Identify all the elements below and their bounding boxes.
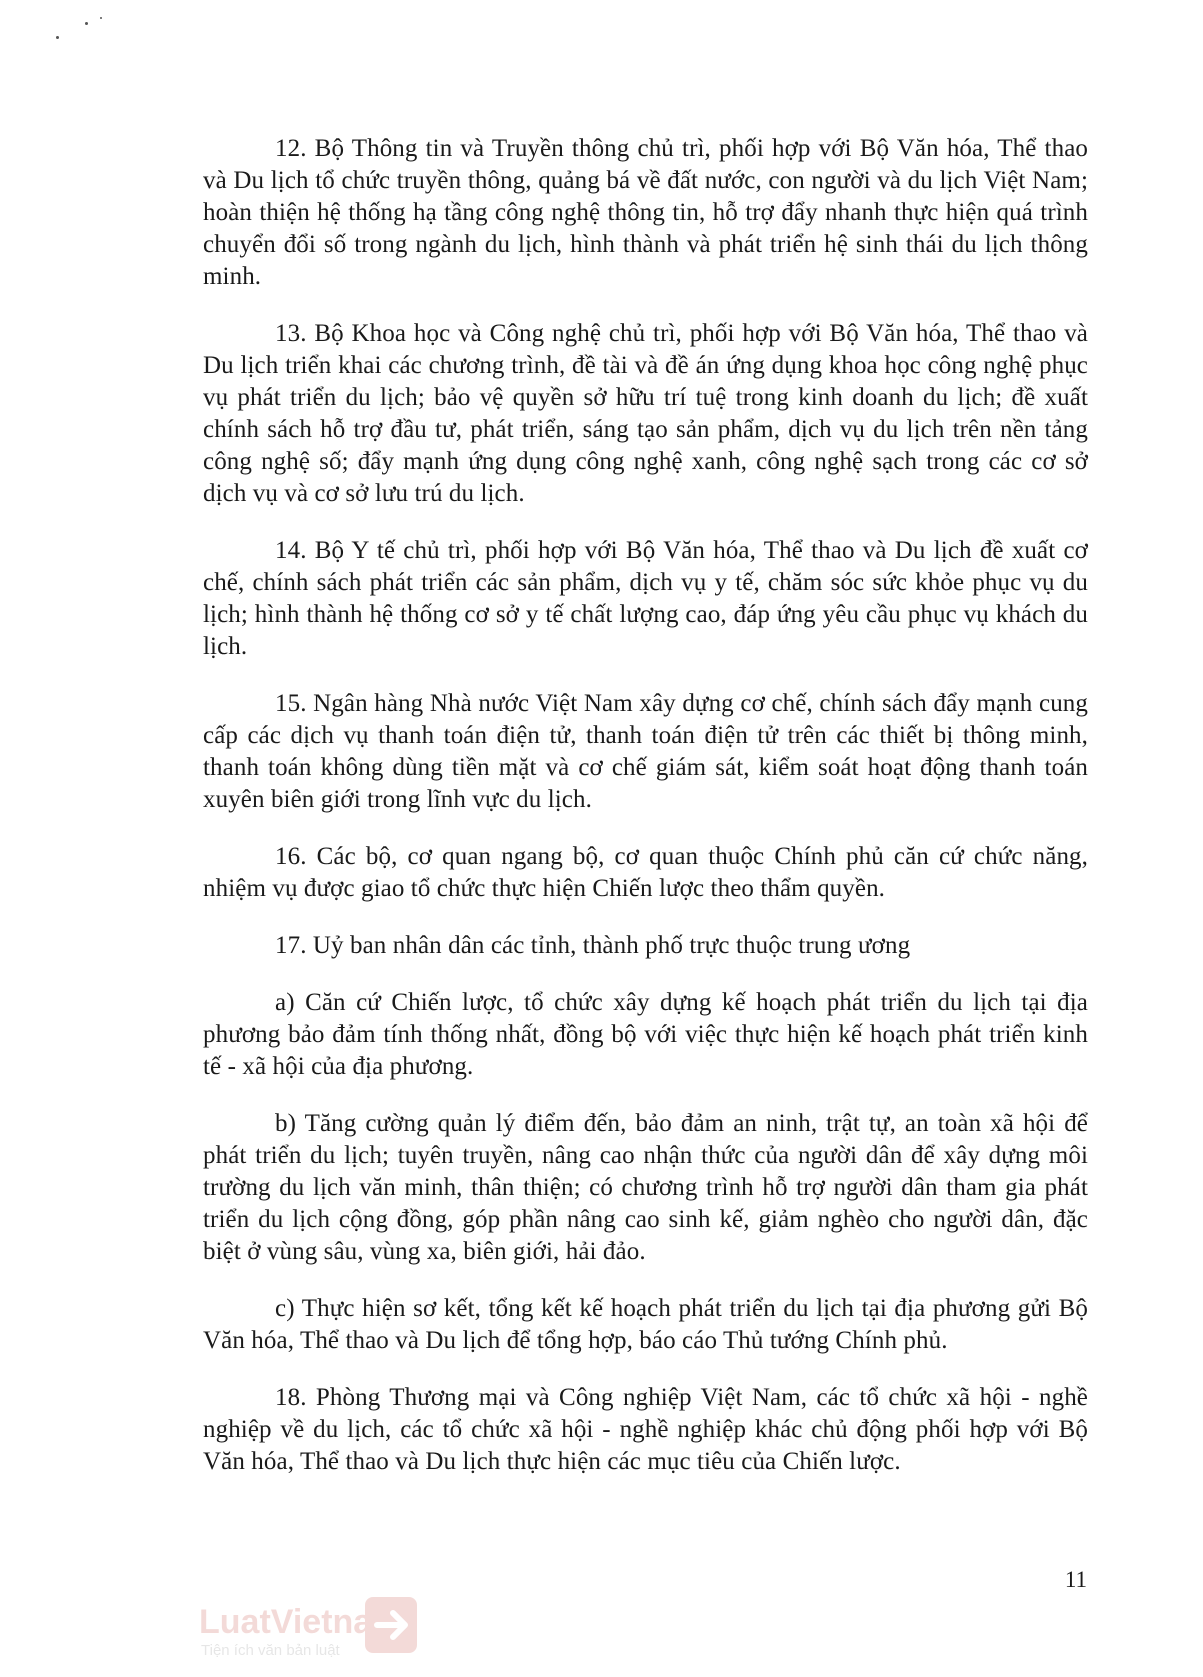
paragraph-13: 13. Bộ Khoa học và Công nghệ chủ trì, phối hợp với Bộ Văn hóa, Thể thao và Du lịch triển khai các chương trình, đề tài và đề án ứng dụng khoa học công nghệ phục vụ phát triển du lịch; bảo vệ quyền sở hữu trí tuệ trong kinh doanh du lịch; đề xuất chính sách hỗ trợ đầu tư, phát triển, sáng tạo sản phẩm, dịch vụ du lịch trên nền tảng công nghệ số; đẩy mạnh ứng dụng công nghệ xanh, công nghệ sạch trong các cơ sở dịch vụ và cơ sở lưu trú du lịch. [203,320,1088,507]
luatvietnam-watermark-logo [199,1593,444,1663]
document-body [203,133,1088,1503]
paragraph-12: 12. Bộ Thông tin và Truyền thông chủ trì, phối hợp với Bộ Văn hóa, Thể thao và Du lịch tổ chức truyền thông, quảng bá về đất nước, con người và du lịch Việt Nam; hoàn thiện hệ thống hạ tầng công nghệ thông tin, hỗ trợ đẩy nhanh thực hiện quá trình chuyển đổi số trong ngành du lịch, hình thành và phát triển hệ sinh thái du lịch thông minh. [203,135,1088,290]
paragraph-16: 16. Các bộ, cơ quan ngang bộ, cơ quan thuộc Chính phủ căn cứ chức năng, nhiệm vụ được giao tổ chức thực hiện Chiến lược theo thẩm quyền. [203,843,1088,902]
paragraph-17: 17. Uỷ ban nhân dân các tỉnh, thành phố trực thuộc trung ương [275,932,911,959]
scan-speck [56,36,59,39]
paragraph-17a: a) Căn cứ Chiến lược, tổ chức xây dựng kế hoạch phát triển du lịch tại địa phương bảo đảm tính thống nhất, đồng bộ với việc thực hiện kế hoạch phát triển kinh tế - xã hội của địa phương. [203,989,1088,1080]
paragraph-15: 15. Ngân hàng Nhà nước Việt Nam xây dựng cơ chế, chính sách đẩy mạnh cung cấp các dịch vụ thanh toán điện tử, thanh toán điện tử trên các thiết bị thông minh, thanh toán không dùng tiền mặt và cơ chế giám sát, kiểm soát hoạt động thanh toán xuyên biên giới trong lĩnh vực du lịch. [203,690,1088,813]
paragraph-18: 18. Phòng Thương mại và Công nghiệp Việt Nam, các tổ chức xã hội - nghề nghiệp về du lịch, các tổ chức xã hội - nghề nghiệp khác chủ động phối hợp với Bộ Văn hóa, Thể thao và Du lịch thực hiện các mục tiêu của Chiến lược. [203,1384,1088,1475]
paragraph-14: 14. Bộ Y tế chủ trì, phối hợp với Bộ Văn hóa, Thể thao và Du lịch đề xuất cơ chế, chính sách phát triển các sản phẩm, dịch vụ y tế, chăm sóc sức khỏe phục vụ du lịch; hình thành hệ thống cơ sở y tế chất lượng cao, đáp ứng yêu cầu phục vụ khách du lịch. [203,537,1088,660]
paragraph-17b: b) Tăng cường quản lý điểm đến, bảo đảm an ninh, trật tự, an toàn xã hội để phát triển du lịch; tuyên truyền, nâng cao nhận thức của người dân để xây dựng môi trường du lịch văn minh, thân thiện; có chương trình hỗ trợ người dân tham gia phát triển du lịch cộng đồng, góp phần nâng cao sinh kế, giảm nghèo cho người dân, đặc biệt ở vùng sâu, vùng xa, biên giới, hải đảo. [203,1110,1088,1265]
svg-text:Tiện ích văn bản luật: Tiện ích văn bản luật [201,1642,340,1659]
paragraph-17c: c) Thực hiện sơ kết, tổng kết kế hoạch phát triển du lịch tại địa phương gửi Bộ Văn hóa, Thể thao và Du lịch để tổng hợp, báo cáo Thủ tướng Chính phủ. [203,1295,1088,1354]
svg-text:LuatVietnam: LuatVietnam [199,1603,403,1641]
scan-speck [85,22,88,25]
page-number: 11 [1064,1567,1087,1592]
scan-speck [100,17,102,19]
